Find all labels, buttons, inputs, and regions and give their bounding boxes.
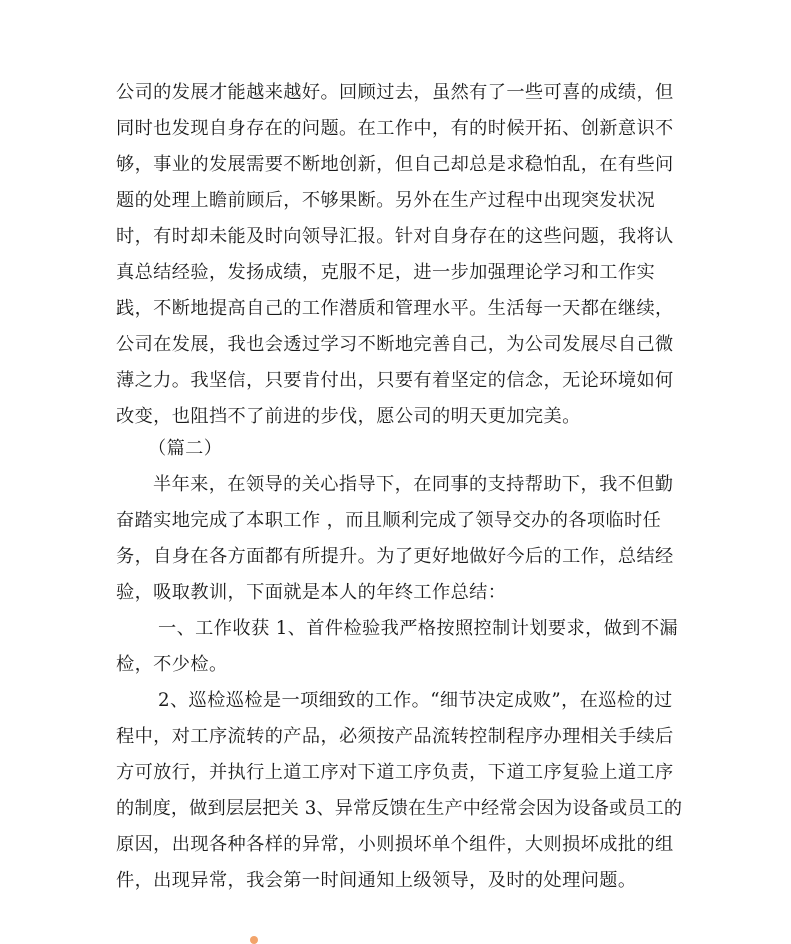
section-heading: （篇二） <box>148 438 223 459</box>
text-line: 原因，出现各种各样的异常，小则损坏单个组件，大则损坏成批的组 <box>116 834 674 855</box>
text-line: 验，吸取教训，下面就是本人的年终工作总结： <box>116 582 507 603</box>
text-line: 方可放行，并执行上道工序对下道工序负责，下道工序复验上道工序 <box>116 762 674 783</box>
text-line: 半年来，在领导的关心指导下，在同事的支持帮助下，我不但勤 <box>153 474 674 495</box>
text-line: 件，出现异常，我会第一时间通知上级领导，及时的处理问题。 <box>116 870 637 891</box>
text-line: 薄之力。我坚信，只要肯付出，只要有着坚定的信念，无论环境如何 <box>116 370 674 391</box>
text-line: 检，不少检。 <box>116 654 228 675</box>
text-line: 公司的发展才能越来越好。回顾过去，虽然有了一些可喜的成绩，但 <box>116 82 674 103</box>
text-line: 务，自身在各方面都有所提升。为了更好地做好今后的工作，总结经 <box>116 546 674 567</box>
text-line: 时，有时却未能及时向领导汇报。针对自身存在的这些问题，我将认 <box>116 226 674 247</box>
text-line: 程中，对工序流转的产品，必须按产品流转控制程序办理相关手续后 <box>116 726 674 747</box>
text-line: 题的处理上瞻前顾后，不够果断。另外在生产过程中出现突发状况 <box>116 190 656 211</box>
text-line: 的制度，做到层层把关 3、异常反馈在生产中经常会因为设备或员工的 <box>116 798 683 819</box>
text-line: 够，事业的发展需要不断地创新，但自己却总是求稳怕乱，在有些问 <box>116 154 674 175</box>
text-line: 2、巡检巡检是一项细致的工作。“细节决定成败”，在巡检的过 <box>158 690 673 711</box>
text-line: 改变，也阻挡不了前进的步伐，愿公司的明天更加完美。 <box>116 406 581 427</box>
text-line: 同时也发现自身存在的问题。在工作中，有的时候开拓、创新意识不 <box>116 118 674 139</box>
text-line: 真总结经验，发扬成绩，克服不足，进一步加强理论学习和工作实 <box>116 262 656 283</box>
text-line: 公司在发展，我也会透过学习不断地完善自己，为公司发展尽自己微 <box>116 334 674 355</box>
text-line: 奋踏实地完成了本职工作 ，而且顺利完成了领导交办的各项临时任 <box>116 510 662 531</box>
text-line: 践，不断地提高自己的工作潜质和管理水平。生活每一天都在继续， <box>116 298 674 319</box>
text-line: 一、工作收获 1、首件检验我严格按照控制计划要求，做到不漏 <box>158 618 679 639</box>
